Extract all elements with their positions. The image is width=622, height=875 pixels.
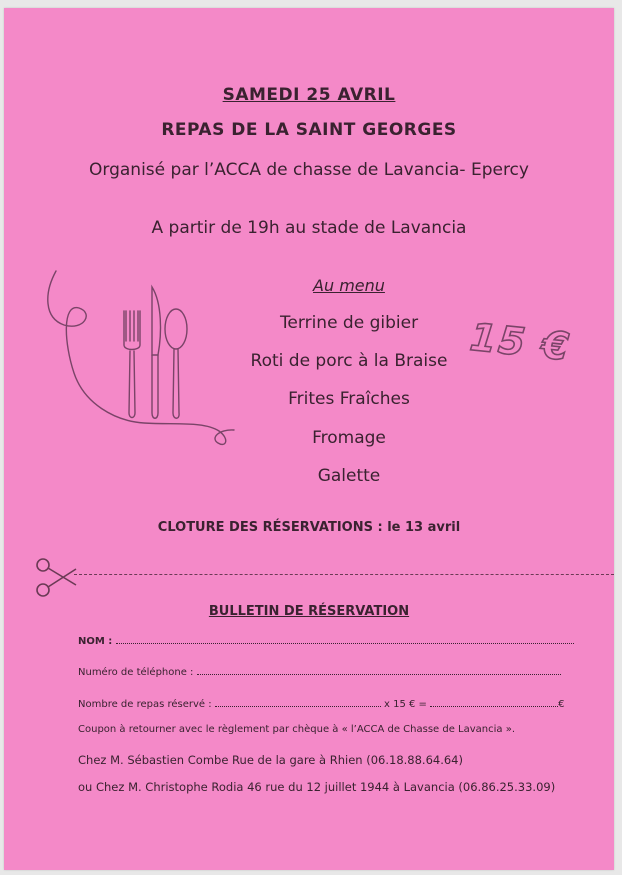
- flyer-page: [4, 8, 614, 870]
- menu-item: Galette: [317, 466, 381, 486]
- menu-item: Fromage: [312, 428, 386, 448]
- contact-2: ou Chez M. Christophe Rodia 46 rue du 12 juillet 1944 à Lavancia (06.86.25.33.09): [78, 780, 556, 794]
- menu-item: Frites Fraîches: [288, 389, 410, 409]
- price-label: 15 €: [467, 314, 573, 370]
- menu-item: Terrine de gibier: [279, 313, 419, 333]
- repas-total-blank[interactable]: [430, 698, 558, 707]
- menu-heading: Au menu: [313, 276, 385, 295]
- bulletin-title: BULLETIN DE RÉSERVATION: [208, 604, 410, 619]
- nom-label: NOM :: [78, 636, 113, 647]
- nom-field[interactable]: [78, 635, 574, 647]
- contact-1: Chez M. Sébastien Combe Rue de la gare à Rhien (06.18.88.64.64): [78, 753, 463, 767]
- nom-blank[interactable]: [116, 635, 574, 644]
- repas-count-blank[interactable]: [215, 698, 381, 707]
- event-title: REPAS DE LA SAINT GEORGES: [161, 120, 457, 140]
- menu-item: Roti de porc à la Braise: [250, 351, 448, 371]
- reservation-deadline: CLOTURE DES RÉSERVATIONS : le 13 avril: [157, 520, 461, 535]
- event-organizer: Organisé par l’ACCA de chasse de Lavancia- Epercy: [89, 160, 529, 180]
- telephone-field[interactable]: [78, 666, 561, 678]
- event-time-place: A partir de 19h au stade de Lavancia: [151, 218, 467, 238]
- repas-label: Nombre de repas réservé :: [78, 699, 212, 710]
- telephone-blank[interactable]: [197, 666, 561, 675]
- coupon-note: Coupon à retourner avec le règlement par chèque à « l’ACCA de Chasse de Lavancia ».: [78, 724, 516, 735]
- telephone-label: Numéro de téléphone :: [78, 667, 194, 678]
- scissors-icon: [34, 557, 78, 599]
- repas-currency: €: [558, 699, 565, 710]
- cut-line: [74, 574, 614, 575]
- event-date: SAMEDI 25 AVRIL: [222, 85, 396, 105]
- repas-multiplier: x 15 € =: [384, 699, 427, 710]
- repas-field[interactable]: [78, 698, 565, 710]
